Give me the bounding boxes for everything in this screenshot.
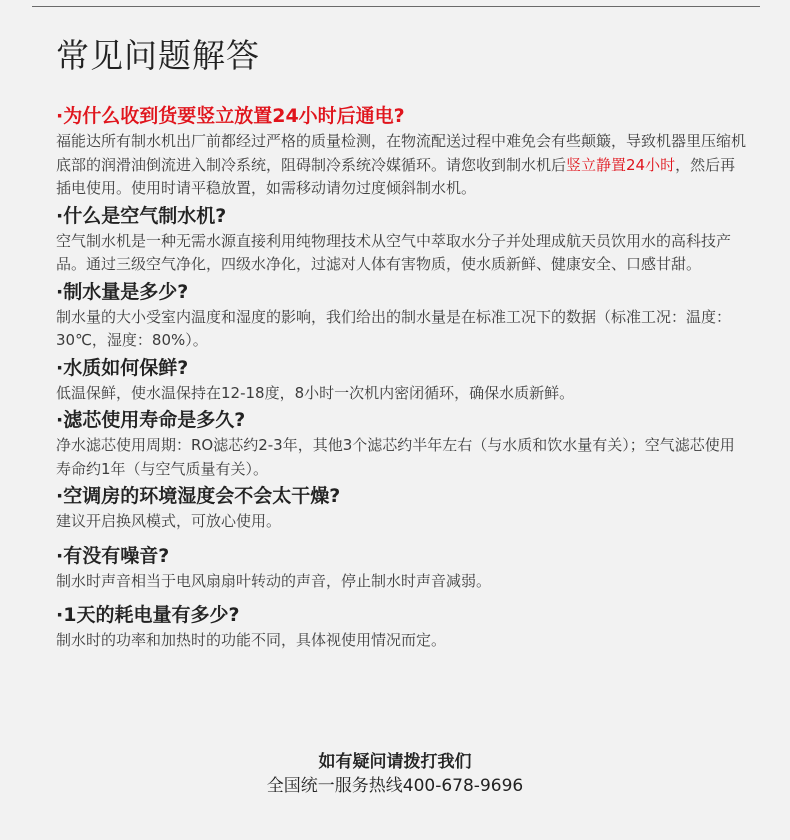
faq-item-freshness	[56, 354, 746, 406]
faq-answer-highlight: 竖立静置24小时	[566, 155, 676, 174]
contact-title: 如有疑问请拨打我们	[318, 752, 472, 772]
faq-answer	[56, 130, 746, 201]
faq-answer: 制水时的功率和加热时的功能不同，具体视使用情况而定。	[56, 631, 447, 649]
faq-list	[56, 102, 746, 654]
faq-answer: 低温保鲜，使水温保持在12-18度，8小时一次机内密闭循环，确保水质新鲜。	[56, 383, 575, 402]
faq-item-noise	[56, 542, 746, 594]
faq-answer: 建议开启换风模式，可放心使用。	[56, 512, 282, 530]
faq-item-what-is	[56, 202, 746, 277]
faq-answer-text: 福能达所有制水机出厂前都经过严格的质量检测，在物流配送过程中难免会有些颠簸，导致机器里压缩机底部的润滑油倒流进入制冷系统，阻碍制冷系统冷媒循环。请您收到制水机后	[56, 132, 747, 174]
faq-answer: 制水时声音相当于电风扇扇叶转动的声音，停止制水时声音减弱。	[56, 571, 492, 590]
faq-item-filter-life	[56, 406, 746, 481]
faq-question: ·制水量是多少?	[56, 280, 189, 303]
faq-question: ·为什么收到货要竖立放置24小时后通电?	[56, 105, 405, 127]
contact-footer	[0, 750, 790, 798]
top-divider	[32, 6, 760, 7]
faq-item-humidity	[56, 482, 746, 534]
faq-answer: 制水量的大小受室内温度和湿度的影响，我们给出的制水量是在标准工况下的数据（标准工况：温度：30℃，湿度：80%）。	[56, 307, 732, 349]
faq-answer: 净水滤芯使用周期：RO滤芯约2-3年，其他3个滤芯约半年左右（与水质和饮水量有关）；空气滤芯使用寿命约1年（与空气质量有关）。	[56, 436, 735, 478]
faq-question: ·水质如何保鲜?	[56, 356, 189, 379]
faq-question: ·有没有噪音?	[56, 544, 170, 567]
faq-item-power-consumption	[56, 601, 746, 653]
faq-question: ·空调房的环境湿度会不会太干燥?	[56, 485, 341, 507]
faq-question: ·什么是空气制水机?	[56, 204, 227, 227]
hotline-number: 全国统一服务热线400-678-9696	[266, 776, 524, 796]
faq-item-output	[56, 278, 746, 353]
faq-answer: 空气制水机是一种无需水源直接利用纯物理技术从空气中萃取水分子并处理成航天员饮用水的高科技产品。通过三级空气净化，四级水净化，过滤对人体有害物质，使水质新鲜、健康安全、口感甘甜。	[56, 231, 732, 273]
faq-question: ·1天的耗电量有多少?	[56, 604, 240, 626]
faq-answer-text: ，然后再插电使用。使用时请平稳放置，如需移动请勿过度倾斜制水机。	[56, 155, 736, 197]
page-title: 常见问题解答	[56, 36, 260, 75]
faq-item-power-on	[56, 102, 746, 201]
faq-question: ·滤芯使用寿命是多久?	[56, 409, 246, 431]
